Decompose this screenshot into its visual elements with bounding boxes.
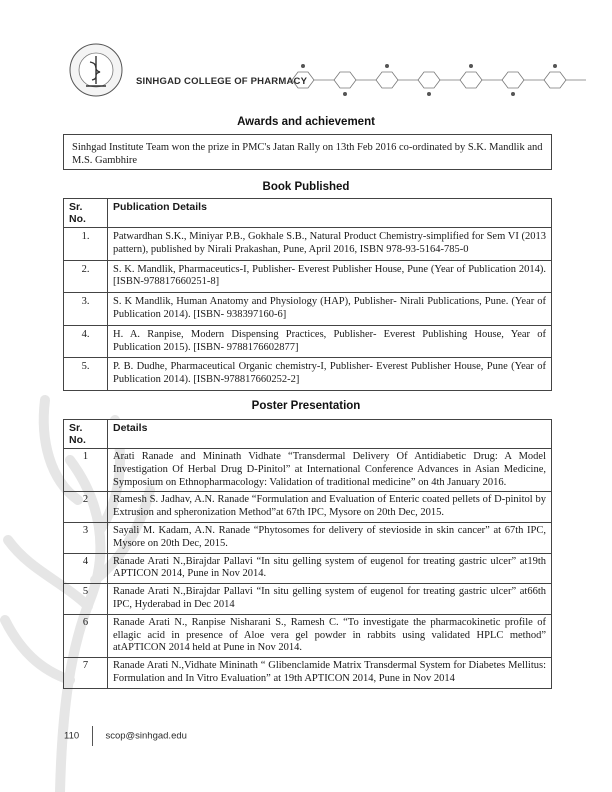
row-number: 6: [64, 614, 108, 657]
table-row: [64, 614, 552, 657]
row-details: Ranade Arati N.,Birajdar Pallavi “In situ gelling system of eugenol for treating gastric ulcer” at66th IPC, Hyderabad in Dec 2014: [108, 584, 552, 615]
row-number: 1.: [64, 228, 108, 261]
page-number: 110: [64, 730, 80, 742]
table-row: [64, 449, 552, 492]
table-row: [64, 584, 552, 615]
row-details: P. B. Dudhe, Pharmaceutical Organic chemistry-I, Publisher- Everest Publisher House, Pune (Year of Publication 2014). [ISBN-978817660252-2]: [108, 358, 552, 391]
table-row: [64, 325, 552, 358]
row-details: Arati Ranade and Mininath Vidhate “Transdermal Delivery Of Antidiabetic Drug: A Model Investigation Of Herbal Drug D-Pinitol” at International Conference Advances in Asian Medicine, Symposium on Ethnopharmacology: Validation of traditional medicine” on 4th January 2016.: [108, 449, 552, 492]
table-row: [64, 553, 552, 584]
college-name: SINHGAD COLLEGE OF PHARMACY: [136, 76, 308, 87]
row-details: Patwardhan S.K., Miniyar P.B., Gokhale S.B., Natural Product Chemistry-simplified for Sem VI (2013 pattern), published by Nirali Prakashan, Pune, April 2016, ISBN 978-93-5164-785-0: [108, 228, 552, 261]
row-details: Sayali M. Kadam, A.N. Ranade “Phytosomes for delivery of stevioside in skin cancer” at 67th IPC, Mysore on 20th Dec, 2015.: [108, 522, 552, 553]
table-header-row: [64, 420, 552, 449]
posters-heading: Poster Presentation: [251, 400, 361, 412]
row-number: 5.: [64, 358, 108, 391]
row-number: 1: [64, 449, 108, 492]
footer-email: scop@sinhgad.edu: [105, 730, 187, 742]
awards-heading: Awards and achievement: [237, 116, 375, 128]
page-header: [40, 42, 600, 102]
table-row: [64, 293, 552, 326]
row-details: S. K. Mandlik, Pharmaceutics-I, Publisher- Everest Publisher House, Pune (Year of Publication 2014). [ISBN-978817660251-8]: [108, 260, 552, 293]
table-header-row: [64, 199, 552, 228]
page-footer: [64, 726, 187, 746]
row-number: 7: [64, 658, 108, 689]
table-row: [64, 492, 552, 523]
footer-divider: [92, 726, 93, 746]
column-header-sr-no: Sr. No.: [64, 420, 108, 449]
books-table: [63, 198, 552, 391]
row-details: H. A. Ranpise, Modern Dispensing Practices, Publisher- Everest Publishing House, Year of Publication 2015). [ISBN- 9788176602877]: [108, 325, 552, 358]
row-number: 3: [64, 522, 108, 553]
awards-text: Sinhgad Institute Team won the prize in PMC's Jatan Rally on 13th Feb 2016 co-ordinated by S.K. Mandlik and M.S. Gambhire: [63, 134, 552, 170]
row-details: Ranade Arati N.,Birajdar Pallavi “In situ gelling system of eugenol for treating gastric ulcer” at19th APTICON 2014, Pune in Nov 2014.: [108, 553, 552, 584]
row-number: 4: [64, 553, 108, 584]
row-number: 5: [64, 584, 108, 615]
row-details: Ranade Arati N., Ranpise Nisharani S., Ramesh C. “To investigate the pharmacokinetic profile of ellagic acid in presence of Aloe vera gel powder in rabbits using validated HPLC method” atAPTICON 2014 held at Pune in Nov 2014.: [108, 614, 552, 657]
table-row: [64, 228, 552, 261]
table-row: [64, 522, 552, 553]
row-number: 3.: [64, 293, 108, 326]
row-number: 4.: [64, 325, 108, 358]
row-details: Ramesh S. Jadhav, A.N. Ranade “Formulation and Evaluation of Enteric coated pellets of D-pinitol by Extrusion and spheronization Method”at 67th IPC, Mysore on 20th Dec, 2015.: [108, 492, 552, 523]
column-header-sr-no: Sr. No.: [64, 199, 108, 228]
college-logo: [64, 42, 128, 98]
molecule-decoration: [282, 62, 592, 98]
column-header-publication-details: Publication Details: [108, 199, 552, 228]
row-number: 2: [64, 492, 108, 523]
row-number: 2.: [64, 260, 108, 293]
posters-table: [63, 419, 552, 689]
row-details: Ranade Arati N.,Vidhate Mininath “ Glibenclamide Matrix Transdermal System for Diabetes Mellitus: Formulation and In Vitro Evaluation” at 19th APTICON 2014, Pune in Nov 2014: [108, 658, 552, 689]
column-header-details: Details: [108, 420, 552, 449]
books-heading: Book Published: [262, 181, 350, 193]
table-row: [64, 658, 552, 689]
table-row: [64, 260, 552, 293]
row-details: S. K Mandlik, Human Anatomy and Physiology (HAP), Publisher- Nirali Publications, Pune. (Year of Publication 2014). [ISBN- 938397160-6]: [108, 293, 552, 326]
table-row: [64, 358, 552, 391]
